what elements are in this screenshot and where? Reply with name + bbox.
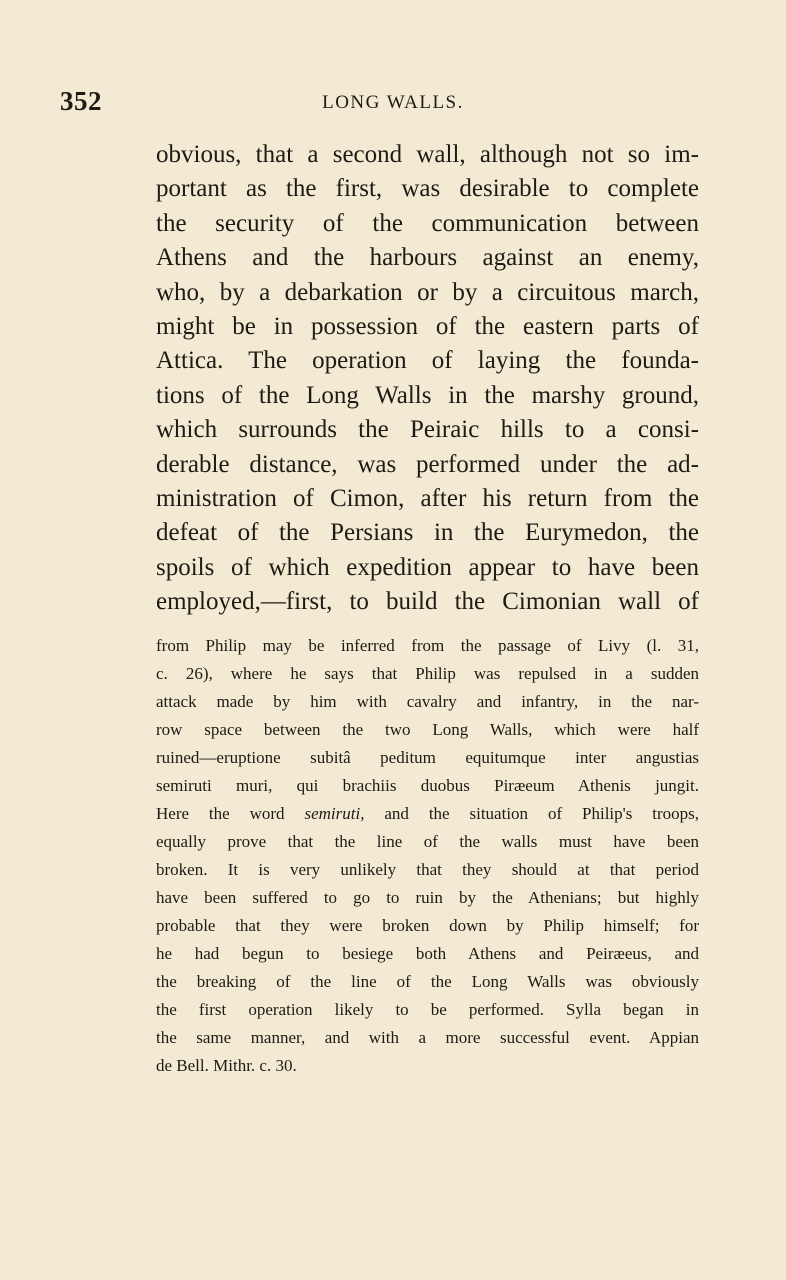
footnote-text: Here the word <box>156 804 305 823</box>
running-head: LONG WALLS. <box>322 92 464 113</box>
page-number: 352 <box>60 86 102 116</box>
footnote-line: de Bell. Mithr. c. 30. <box>156 1056 297 1075</box>
footnote-line: the breaking of the line of the Long Walls was obviously <box>156 972 699 991</box>
footnote-text: and the situation of Philip's troops, <box>364 804 699 823</box>
footnote-line: c. 26), where he says that Philip was repulsed in a sudden <box>156 664 699 683</box>
body-line: might be in possession of the eastern parts of <box>156 312 699 340</box>
body-line: employed,—first, to build the Cimonian wall of <box>156 588 699 616</box>
footnote-line: attack made by him with cavalry and infantry, in the nar- <box>156 692 699 711</box>
body-line: which surrounds the Peiraic hills to a consi- <box>156 416 699 444</box>
body-text <box>156 138 699 619</box>
footnote-line: he had begun to besiege both Athens and Peiræeus, and <box>156 944 699 963</box>
footnote <box>156 632 699 1080</box>
body-line: portant as the first, was desirable to complete <box>156 175 699 203</box>
footnote-line: the first operation likely to be performed. Sylla began in <box>156 1000 699 1019</box>
footnote-line: probable that they were broken down by Philip himself; for <box>156 916 699 935</box>
footnote-line: from Philip may be inferred from the passage of Livy (l. 31, <box>156 636 699 655</box>
footnote-line: have been suffered to go to ruin by the Athenians; but highly <box>156 888 699 907</box>
footnote-line: equally prove that the line of the walls must have been <box>156 832 699 851</box>
body-line: spoils of which expedition appear to have been <box>156 553 699 581</box>
body-line: ministration of Cimon, after his return from the <box>156 484 699 512</box>
body-line: tions of the Long Walls in the marshy ground, <box>156 381 699 409</box>
body-line: the security of the communication between <box>156 209 699 237</box>
footnote-line: broken. It is very unlikely that they should at that period <box>156 860 699 879</box>
footnote-line: ruined—eruptione subitâ peditum equitumque inter angustias <box>156 748 699 767</box>
footnote-line: semiruti muri, qui brachiis duobus Piræeum Athenis jungit. <box>156 776 699 795</box>
body-line: Athens and the harbours against an enemy, <box>156 244 699 272</box>
footnote-line: row space between the two Long Walls, which were half <box>156 720 699 739</box>
body-line: defeat of the Persians in the Eurymedon, the <box>156 519 699 547</box>
body-line: obvious, that a second wall, although not so im- <box>156 141 699 168</box>
footnote-line: the same manner, and with a more successful event. Appian <box>156 1028 699 1047</box>
body-line: who, by a debarkation or by a circuitous march, <box>156 278 699 306</box>
footnote-line <box>156 800 699 828</box>
body-line: Attica. The operation of laying the founda- <box>156 347 699 375</box>
body-line: derable distance, was performed under the ad- <box>156 450 699 478</box>
footnote-italic-word: semiruti, <box>304 804 365 823</box>
